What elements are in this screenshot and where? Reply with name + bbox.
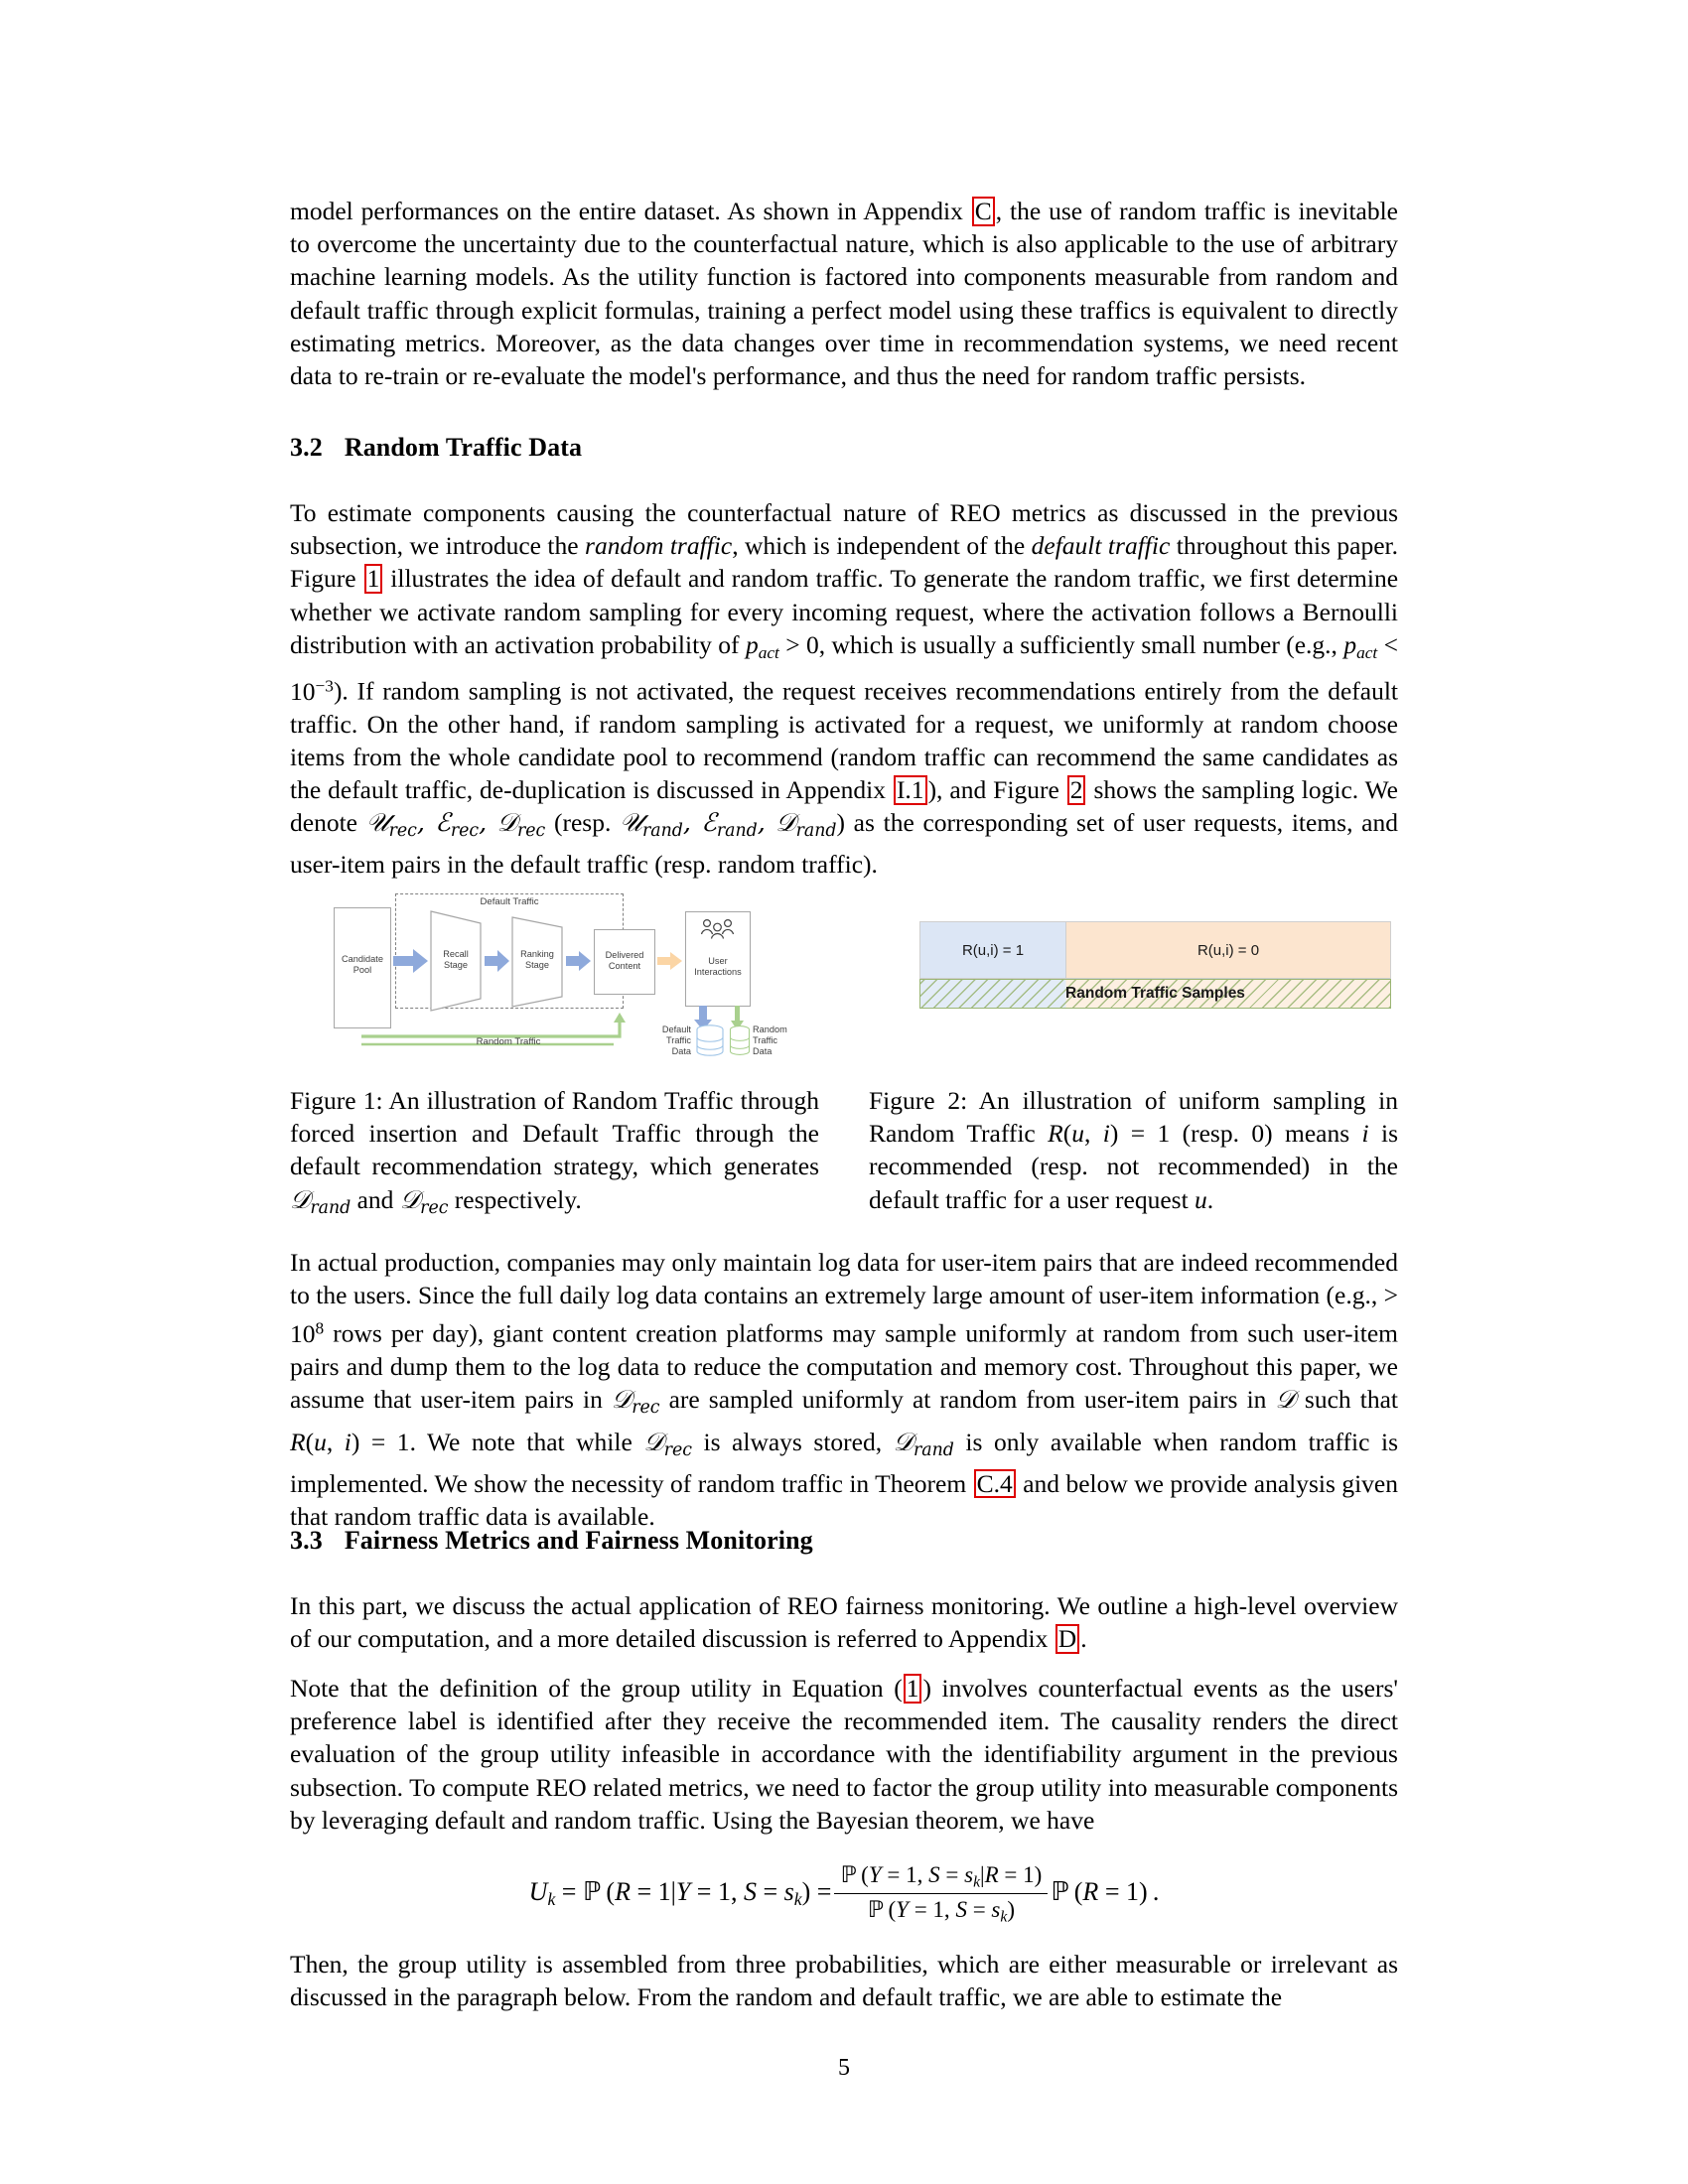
p2-part-j: ) as the corresponding set of user requests, items, and user-item pairs in the default traffic (resp. random traffic).	[290, 808, 1398, 880]
random-traffic-database-icon	[729, 1024, 751, 1058]
equation-1-reference[interactable]: 1	[904, 1674, 922, 1704]
users-group-icon	[699, 917, 737, 939]
figure-1-caption-math-drec: 𝒟$_{rec}$	[399, 1184, 449, 1218]
random-traffic-data-label-line1: Random	[753, 1024, 787, 1034]
user-interactions-label-line2: Interactions	[694, 967, 742, 977]
appendix-c-reference[interactable]: C	[972, 197, 995, 226]
p3-part-e: . We note that while	[409, 1427, 644, 1456]
figure-1-reference[interactable]: 1	[364, 564, 383, 594]
p2-part-a: To estimate components causing the counterfactual nature of REO metrics as discussed in the previous subsection, we introduce the	[290, 498, 1398, 561]
figure-2-reference[interactable]: 2	[1067, 775, 1086, 805]
paragraph-6-text: Then, the group utility is assembled from three probabilities, which are either measurable or irrelevant as discussed in the paragraph below. From the random and default traffic, we are able to estimate the	[290, 1950, 1398, 2012]
paragraph-2	[290, 496, 1398, 882]
random-traffic-data-label-line3: Data	[753, 1046, 773, 1056]
section-3-3-title	[290, 1526, 1398, 1556]
figure-1-caption-text-b: and	[351, 1184, 400, 1214]
figure-2-caption-text-a: An illustration of uniform sampling in Random Traffic	[869, 1086, 1398, 1149]
figure-1-caption	[290, 1084, 819, 1225]
equation-tail: ℙ (R = 1) .	[1051, 1877, 1160, 1908]
random-traffic-samples-label: Random Traffic Samples	[1065, 985, 1245, 1002]
figure-2-caption-label: Figure 2:	[869, 1086, 968, 1115]
p2-part-h: shows the sampling logic. We denote	[290, 775, 1398, 838]
p5-part-b: ) involves counterfactual events as the users' preference label is identified after they receive the recommended item. The causality renders the direct evaluation of the group utility infeasible in accordance with the identifiability argument in the previous subsection. To compute REO related metrics, we need to factor the group utility into measurable components by leveraging default and random traffic. Using the Bayesian theorem, we have	[290, 1674, 1398, 1835]
paragraph-5	[290, 1672, 1398, 1837]
figure-2-caption-text-b: (resp. 0) means	[1170, 1119, 1362, 1149]
default-traffic-database-icon	[695, 1024, 725, 1058]
random-traffic-samples-band	[919, 979, 1391, 1009]
p1-part-a: model performances on the entire dataset. As shown in Appendix	[290, 197, 971, 225]
section-3-2-title	[290, 433, 1398, 463]
r-equals-1-region: R(u,i) = 1	[919, 921, 1066, 979]
user-interactions-label-line1: User	[708, 956, 728, 966]
math-sets-rand: 𝒰$_{rand}$, ℰ$_{rand}$, 𝒟$_{rand}$	[620, 808, 837, 842]
p2-part-i: (resp.	[545, 808, 621, 838]
equation-numerator: ℙ (Y = 1, $S = s_k|R = 1$)	[834, 1862, 1048, 1894]
paragraph-3-text	[290, 1246, 1398, 1533]
p2-part-b: , which is independent of the	[732, 531, 1032, 561]
random-traffic-data-label-line2: Traffic	[753, 1035, 778, 1045]
section-3-2-number: 3.2	[290, 433, 323, 462]
p5-part-a: Note that the definition of the group utility in Equation (	[290, 1674, 903, 1703]
figure-1	[290, 884, 806, 1062]
ranking-stage-label-line2: Stage	[524, 960, 549, 970]
figure-2-bar	[919, 921, 1391, 979]
default-traffic-data-label-line1: Default	[661, 1024, 691, 1034]
figure-2-caption: Figure 2: An illustration of uniform sampling in Random Traffic R(u, i) = 1 (resp. 0) means i is recommended (resp. not recommended) in the default traffic for a user request u.	[869, 1086, 1399, 1214]
p3-part-b: rows per day), giant content creation platforms may sample uniformly at random from such user-item pairs and dump them to the log data to reduce the computation and memory cost. Throughout this paper, we assume that user-item pairs in	[290, 1319, 1398, 1415]
section-3-3-label: Fairness Metrics and Fairness Monitoring	[344, 1526, 813, 1555]
figure-1-caption-text-c: respectively.	[448, 1184, 582, 1214]
default-traffic-emphasis: default traffic	[1031, 531, 1171, 561]
arrow-recall-to-ranking-icon	[485, 949, 510, 973]
math-d-rand: 𝒟$_{rand}$	[893, 1427, 954, 1460]
paragraph-6	[290, 1948, 1398, 2013]
paragraph-1-text	[290, 195, 1398, 392]
figure-1-caption-label: Figure 1:	[290, 1086, 383, 1115]
paragraph-3	[290, 1246, 1398, 1533]
paragraph-1	[290, 195, 1398, 392]
p2-part-d: illustrates the idea of default and random traffic. To generate the random traffic, we first determine whether we activate random sampling for every incoming request, where the activation follows a Bernoulli distribution with an activation probability of	[290, 564, 1399, 659]
r-equals-0-region: R(u,i) = 0	[1066, 921, 1391, 979]
random-traffic-emphasis: random traffic	[585, 531, 733, 561]
figure-2-caption-math-r: R	[1048, 1119, 1063, 1149]
theorem-c4-reference[interactable]: C.4	[974, 1469, 1016, 1499]
p3-part-a: In actual production, companies may only maintain log data for user-item pairs that are indeed recommended to the users. Since the full daily log data contains an extremely large amount of user-item information (e.g.,	[290, 1248, 1398, 1310]
recall-stage-label-line1: Recall	[443, 949, 469, 959]
figure-2-diagram	[919, 921, 1391, 1021]
p2-part-g: ), and Figure	[927, 775, 1066, 805]
figure-1-caption-math-drand: 𝒟$_{rand}$	[290, 1184, 352, 1218]
figure-2-caption-math-i: i	[1361, 1119, 1369, 1149]
p3-part-f: is always stored,	[691, 1427, 894, 1456]
math-p-act-lt-1e-3: $p_{act} < 10^{-3}$	[290, 629, 1398, 706]
figure-1-caption-text-a: An illustration of Random Traffic through forced insertion and Default Traffic through the default recommendation strategy, which generates	[290, 1086, 820, 1181]
equation-lhs: $U_k$ = ℙ (R = 1|Y = 1, $S = s_k$) =	[528, 1877, 832, 1910]
default-traffic-data-label-line2: Traffic	[665, 1035, 691, 1045]
appendix-d-reference[interactable]: D	[1055, 1624, 1079, 1654]
math-d-rec-1: 𝒟$_{rec}$	[611, 1385, 660, 1419]
page-number: 5	[838, 2055, 850, 2081]
candidate-pool-label-line1: Candidate	[342, 954, 383, 964]
delivered-content-label-line1: Delivered	[605, 950, 644, 960]
math-d-rec-2: 𝒟$_{rec}$	[643, 1427, 692, 1460]
figures-row	[290, 884, 1398, 1072]
p3-part-c: are sampled uniformly at random from user-item pairs in	[659, 1385, 1276, 1415]
math-gt-10-8: > $10^8$	[290, 1281, 1398, 1349]
paragraph-5-text	[290, 1672, 1398, 1837]
p4-part-a: In this part, we discuss the actual application of REO fairness monitoring. We outline a high-level overview of our computation, and a more detailed discussion is referred to Appendix	[290, 1591, 1398, 1654]
section-heading-3-2	[290, 433, 1398, 463]
figure-2-caption-text-d: .	[1206, 1184, 1214, 1214]
paragraph-4-text	[290, 1589, 1398, 1655]
figure-2-caption-math-u: u	[1195, 1184, 1207, 1214]
math-p-act-gt-zero: $p_{act} > 0$	[745, 629, 819, 662]
figure-2-caption-text-c: is recommended (resp. not recommended) in the default traffic for a user request	[869, 1119, 1399, 1214]
section-3-2-label: Random Traffic Data	[344, 433, 583, 462]
candidate-pool-label-line2: Pool	[352, 965, 372, 975]
p3-part-g: is only available when random traffic is implemented. We show the necessity of random traffic in Theorem	[290, 1427, 1399, 1498]
arrow-candidate-to-recall-icon	[393, 947, 429, 975]
p3-part-h: and below we provide analysis given that random traffic data is available.	[290, 1468, 1398, 1531]
equation-fraction	[834, 1862, 1048, 1927]
figure-2	[864, 884, 1398, 1062]
p2-part-c: throughout this paper. Figure	[290, 531, 1399, 594]
section-3-3-number: 3.3	[290, 1526, 323, 1555]
math-d-set: 𝒟	[1275, 1385, 1296, 1416]
math-r-u-i-eq-1: R(u, i) = 1	[290, 1427, 410, 1456]
section-heading-3-3	[290, 1526, 1398, 1556]
arrow-delivered-to-user-icon	[657, 951, 683, 971]
ranking-stage-label-line1: Ranking	[520, 949, 554, 959]
equation-denominator: ℙ (Y = 1, $S = s_k$)	[867, 1897, 1015, 1926]
display-equation-group-utility	[290, 1862, 1398, 1927]
p4-part-b: .	[1080, 1624, 1087, 1654]
math-sets-rec: 𝒰$_{rec}$, ℰ$_{rec}$, 𝒟$_{rec}$	[365, 808, 546, 842]
p2-part-e: , which is usually a sufficiently small number (e.g.,	[818, 629, 1344, 659]
p1-part-b: , the use of random traffic is inevitable to overcome the uncertainty due to the counterfactual nature, which is also applicable to the use of arbitrary machine learning models. As the utility function is factored into components measurable from random and default traffic through explicit formulas, training a perfect model using these traffics is equivalent to directly estimating metrics. Moreover, as the data changes over time in recommendation systems, we need recent data to re-train or re-evaluate the model's performance, and thus the need for random traffic persists.	[290, 197, 1398, 391]
recall-stage-label-line2: Stage	[443, 960, 468, 970]
p2-part-f: ). If random sampling is not activated, the request receives recommendations entirely from the default traffic. On the other hand, if random sampling is activated for a request, we uniformly at random choose items from the whole candidate pool to recommend (random traffic can recommend the same candidates as the default traffic, de-duplication is discussed in Appendix	[290, 676, 1398, 805]
paragraph-4	[290, 1589, 1398, 1655]
arrow-ranking-to-delivered-icon	[566, 950, 592, 972]
p3-part-d: such that	[1295, 1385, 1398, 1415]
appendix-i1-reference[interactable]: I.1	[894, 775, 927, 805]
figure-1-diagram	[334, 886, 810, 1056]
paragraph-2-text	[290, 496, 1398, 882]
delivered-content-label-line2: Content	[608, 961, 641, 971]
default-traffic-group-label: Default Traffic	[480, 896, 539, 907]
default-traffic-data-label-line3: Data	[671, 1046, 691, 1056]
random-traffic-path-label: Random Traffic	[476, 1036, 541, 1047]
